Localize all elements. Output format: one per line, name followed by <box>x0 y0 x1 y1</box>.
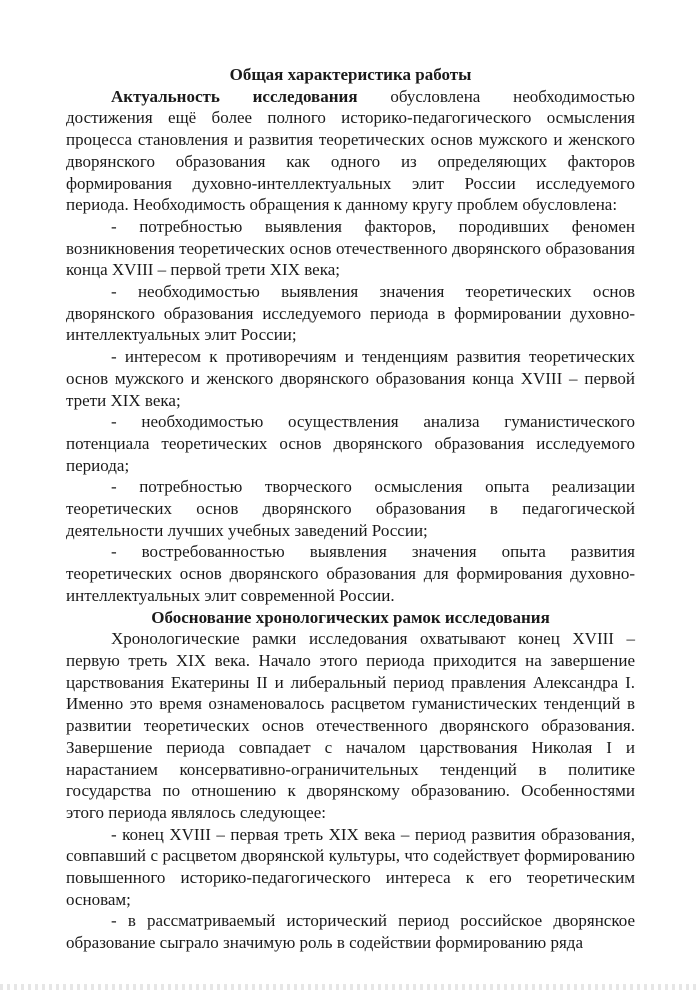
relevance-lead: Актуальность исследования <box>111 86 358 106</box>
relevance-item-1: - потребностью выявления факторов, породивших феномен возникновения теоретических основ отечественного дворянского образования конца XVIII – первой трети XIX века; <box>66 216 635 280</box>
section-heading-chronology: Обоснование хронологических рамок исследования <box>151 607 550 627</box>
relevance-item-5: - потребностью творческого осмысления опыта реализации теоретических основ дворянского образования в педагогической деятельности лучших учебных заведений России; <box>66 477 635 540</box>
document-page <box>66 64 635 954</box>
relevance-item-4: - необходимостью осуществления анализа гуманистического потенциала теоретических основ дворянского образования исследуемого периода; <box>66 412 635 475</box>
chronology-item-1: - конец XVIII – первая треть XIX века – период развития образования, совпавший с расцветом дворянской культуры, что содействует формированию повышенного историко-педагогического интереса к его теоретическим основам; <box>66 824 635 909</box>
chronology-paragraph: Хронологические рамки исследования охватывают конец XVIII – первую треть XIX века. Начало этого периода приходится на завершение царствования Екатерины II и либеральный период правления Александра I. Именно это время ознаменовалось расцветом гуманистических тенденций в развитии теоретических основ отечественного дворянского образования. Завершение периода совпадает с началом царствования Николая I и нарастанием консервативно-ограничительных тенденций в политике государства по отношению к дворянскому образованию. Особенностями этого периода являлось следующее: <box>66 629 635 822</box>
relevance-item-2: - необходимостью выявления значения теоретических основ дворянского образования исследуемого периода в формировании духовно-интеллектуальных элит России; <box>66 282 635 345</box>
relevance-paragraph <box>66 86 635 216</box>
relevance-item-3: - интересом к противоречиям и тенденциям развития теоретических основ мужского и женского дворянского образования конца XVIII – первой трети XIX века; <box>66 347 635 410</box>
section-heading-general: Общая характеристика работы <box>229 65 472 84</box>
scan-edge-strip <box>0 984 700 990</box>
relevance-text: обусловлена необходимостью достижения ещё более полного историко-педагогического осмысления процесса становления и развития теоретических основ мужского и женского дворянского образования как одного из определяющих факторов формирования духовно-интеллектуальных элит России исследуемого периода. Необходимость обращения к данному кругу проблем обусловлена: <box>66 86 635 215</box>
chronology-item-2: - в рассматриваемый исторический период российское дворянское образование сыграло значимую роль в содействии формированию ряда <box>66 911 635 953</box>
relevance-item-6: - востребованностью выявления значения опыта развития теоретических основ дворянского образования для формирования духовно-интеллектуальных элит современной России. <box>66 542 635 605</box>
